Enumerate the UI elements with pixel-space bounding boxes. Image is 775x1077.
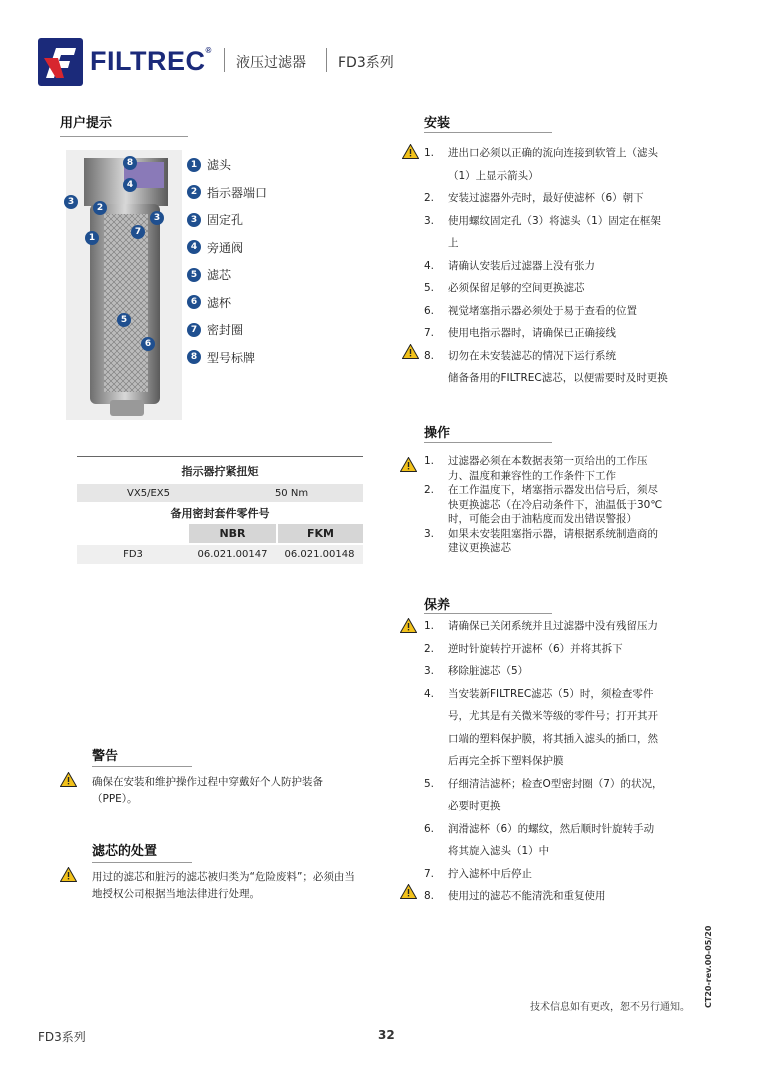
list-item: 3. 如果未安装阻塞指示器，请根据系统制造商的 xyxy=(424,527,658,540)
list-item: 2. 安装过滤器外壳时，最好使滤杯（6）朝下 xyxy=(424,192,644,204)
torque-title: 指示器拧紧扭矩 xyxy=(77,456,363,484)
list-item: 2. 在工作温度下，堵塞指示器发出信号后，须尽 xyxy=(424,484,658,496)
warning-icon xyxy=(400,884,417,903)
list-item: 1. 过滤器必须在本数据表第一页给出的工作压 xyxy=(424,455,648,467)
warning-icon xyxy=(60,867,77,886)
torque-row: VX5/EX5 50 Nm xyxy=(77,484,363,502)
callout-badge: 1 xyxy=(85,231,99,245)
legend-item: 6 滤杯 xyxy=(187,289,267,317)
legend-item: 3 固定孔 xyxy=(187,206,267,234)
list-item: 5. 必须保留足够的空间更换滤芯 xyxy=(424,282,585,294)
list-item: 7. 使用电指示器时，请确保已正确接线 xyxy=(424,327,616,339)
warning-icon xyxy=(400,618,417,637)
warning-icon xyxy=(60,772,77,791)
seal-row: FD3 06.021.00147 06.021.00148 xyxy=(77,545,363,564)
legend-item: 4 旁通阀 xyxy=(187,234,267,262)
warning-icon xyxy=(402,144,419,163)
section-rule xyxy=(424,442,552,443)
callout-badge: 5 xyxy=(117,313,131,327)
operation-title: 操作 xyxy=(424,426,451,441)
callout-badge: 8 xyxy=(123,156,137,170)
list-item: 8. 切勿在未安装滤芯的情况下运行系统 xyxy=(424,349,616,362)
callout-badge: 2 xyxy=(93,201,107,215)
document-code: CT20-rev.00-05/20 xyxy=(704,925,713,1008)
tips-title: 用户提示 xyxy=(60,116,113,131)
warning-title: 警告 xyxy=(92,749,119,764)
footer-series: FD3系列 xyxy=(38,1030,86,1044)
list-item: 1. 请确保已关闭系统并且过滤器中没有残留压力 xyxy=(424,620,658,632)
callout-badge: 6 xyxy=(141,337,155,351)
list-item: 6. 视觉堵塞指示器必须处于易于查看的位置 xyxy=(424,304,637,317)
filtrec-logo xyxy=(38,38,83,86)
spec-tables xyxy=(77,456,363,564)
legend-item: 7 密封圈 xyxy=(187,316,267,344)
notice-text: 技术信息如有更改，恕不另行通知。 xyxy=(530,1002,690,1013)
install-extra: 储备备用的FILTREC滤芯，以便需要时及时更换 xyxy=(448,372,668,384)
filter-illustration xyxy=(60,150,182,420)
list-item: 2. 逆时针旋转拧开滤杯（6）并将其拆下 xyxy=(424,642,623,655)
legend-item: 1 滤头 xyxy=(187,151,267,179)
callout-badge: 4 xyxy=(123,178,137,192)
brand-name: FILTREC® xyxy=(90,46,212,76)
operation-list: 1. 过滤器必须在本数据表第一页给出的工作压 力、温度和兼容性的工作条件下工作 2. 在工作温度下，堵塞指示器发出信号后，须尽 快更换滤芯（在冷启动条件下，油温低于30℃ 时，可能会由于油粘度而发出错误警报） 3. 如果未安装阻塞指示器，请根据系统制造商的 建议更换滤芯 xyxy=(424,454,694,556)
callout-badge: 7 xyxy=(131,225,145,239)
warning-text: 确保在安装和维护操作过程中穿戴好个人防护装备（PPE）。 xyxy=(92,776,323,805)
list-item: 7. 拧入滤杯中后停止 xyxy=(424,867,532,880)
callout-badge: 3 xyxy=(150,211,164,225)
section-rule xyxy=(60,136,188,137)
header-divider xyxy=(224,48,225,72)
callout-badge: 3 xyxy=(64,195,78,209)
legend-item: 8 型号标牌 xyxy=(187,344,267,372)
list-item: 5. 仔细清洁滤杯；检查O型密封圈（7）的状况， xyxy=(424,777,663,790)
section-rule xyxy=(424,132,552,133)
page-number: 32 xyxy=(378,1028,395,1042)
install-title: 安装 xyxy=(424,116,451,131)
section-rule xyxy=(92,862,192,863)
header-product: 液压过滤器 xyxy=(236,55,306,71)
parts-legend xyxy=(187,151,267,371)
section-rule xyxy=(424,613,552,614)
install-list: 1. 进出口必须以正确的流向连接到软管上（滤头 （1）上显示箭头） 2. 安装过滤器外壳时，最好使滤杯（6）朝下 3. 使用螺纹固定孔（3）将滤头（1）固定在框架 上 4. 请确认安装后过滤器上没有张力 5. 必须保留足够的空间更换滤芯 6. 视觉堵塞指示器必须处于易于查看的位置 7. 使用电指示器时，请确保已正确接线 8. 切勿在未安装滤芯的情况下运行系统 储备备用的FILTREC滤芯，以便需要时及时更换 xyxy=(424,142,694,390)
seal-title: 备用密封套件零件号 xyxy=(170,507,270,520)
list-item: 4. 请确认安装后过滤器上没有张力 xyxy=(424,259,595,272)
header-divider xyxy=(326,48,327,72)
legend-item: 2 指示器端口 xyxy=(187,179,267,207)
list-item: 4. 当安装新FILTREC滤芯（5）时，须检查零件 xyxy=(424,687,654,700)
list-item: 3. 移除脏滤芯（5） xyxy=(424,665,529,677)
legend-item: 5 滤芯 xyxy=(187,261,267,289)
list-item: 1. 进出口必须以正确的流向连接到软管上（滤头 xyxy=(424,147,658,159)
warning-icon xyxy=(402,344,419,363)
disposal-title: 滤芯的处置 xyxy=(92,844,158,859)
maintenance-list: 1. 请确保已关闭系统并且过滤器中没有残留压力 2. 逆时针旋转拧开滤杯（6）并将其拆下 3. 移除脏滤芯（5） 4. 当安装新FILTREC滤芯（5）时，须检查零件 号，尤其是有关微米等级的零件号；打开其开 口端的塑料保护膜，将其插入滤头的插口，然 后再完全拆下塑料保护膜 5. 仔细清洁滤杯；检查O型密封圈（7）的状况， 必要时更换 6. 润滑滤杯（6）的螺纹，然后顺时针旋转手动 将其旋入滤头（1）中 7. 拧入滤杯中后停止 8. 使用过的滤芯不能清洗和重复使用 xyxy=(424,615,694,908)
list-item: 8. 使用过的滤芯不能清洗和重复使用 xyxy=(424,890,606,902)
header-series: FD3系列 xyxy=(338,55,394,71)
section-rule xyxy=(92,766,192,767)
maintenance-title: 保养 xyxy=(424,598,451,613)
warning-icon xyxy=(400,457,417,476)
list-item: 3. 使用螺纹固定孔（3）将滤头（1）固定在框架 xyxy=(424,214,661,227)
seal-header: NBR FKM xyxy=(77,524,363,543)
disposal-text: 用过的滤芯和脏污的滤芯被归类为“危险废料”；必须由当地授权公司根据当地法律进行处理。 xyxy=(92,871,355,900)
list-item: 6. 润滑滤杯（6）的螺纹，然后顺时针旋转手动 xyxy=(424,822,655,835)
